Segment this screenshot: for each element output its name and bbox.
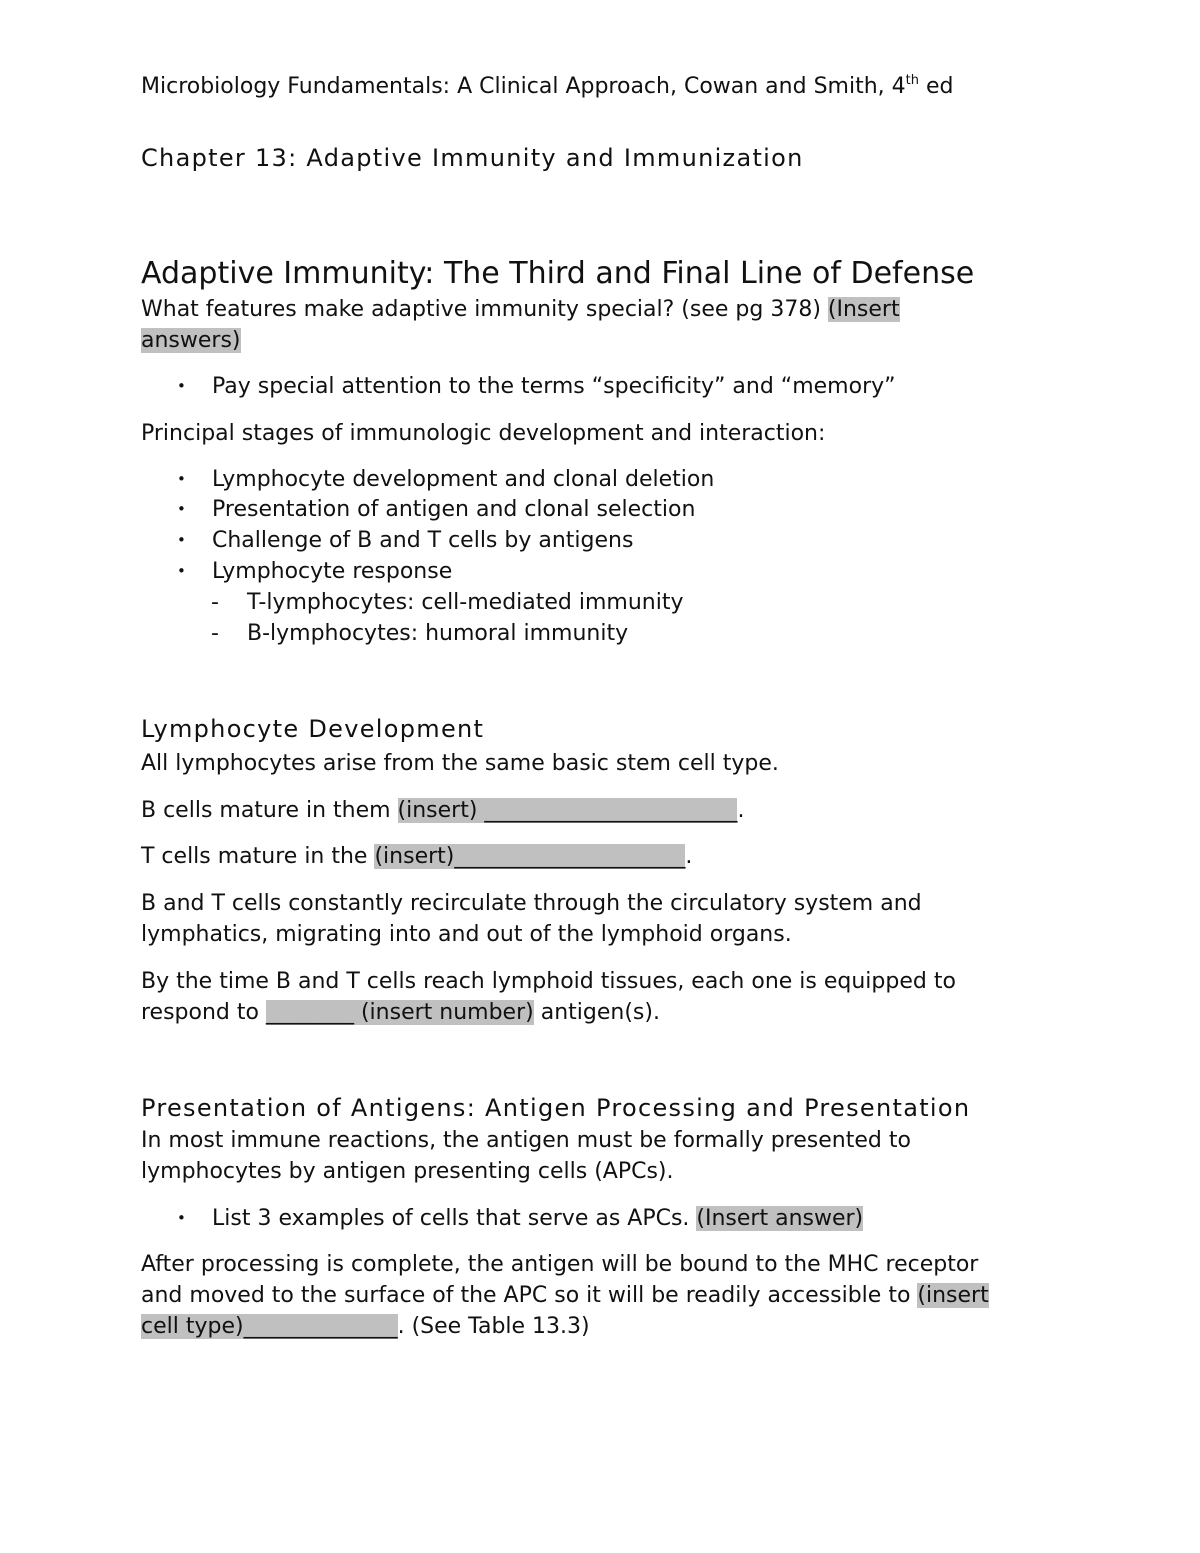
t-cells-text: T cells mature in the — [141, 844, 375, 869]
paragraph: All lymphocytes arise from the same basic stem cell type. — [141, 751, 779, 776]
bullet-icon: • — [177, 500, 186, 518]
antigen-number-field[interactable]: ________ (insert number) — [265, 1000, 534, 1025]
question-line-2 — [141, 325, 241, 356]
chapter-title: Chapter 13: Adaptive Immunity and Immunization — [141, 144, 804, 172]
edition-suffix: ed — [918, 74, 954, 99]
period: . — [737, 798, 745, 823]
bullet-icon: • — [177, 562, 186, 580]
book-title: Microbiology Fundamentals: A Clinical Approach, Cowan and Smith, 4 — [141, 74, 906, 99]
section-heading-adaptive-immunity: Adaptive Immunity: The Third and Final Line of Defense — [141, 256, 975, 291]
antigen-number-line — [141, 997, 660, 1028]
sub-stage-item: T-lymphocytes: cell-mediated immunity — [247, 590, 684, 615]
book-header — [141, 71, 953, 102]
respond-text: respond to — [141, 1000, 266, 1025]
period: . — [685, 844, 693, 869]
section-heading-lymphocyte-development: Lymphocyte Development — [141, 715, 485, 743]
answer-placeholder[interactable]: (Insert — [827, 297, 900, 322]
b-cells-answer-field[interactable]: (insert) _______________________ — [397, 798, 738, 823]
bullet-icon: • — [177, 1209, 186, 1227]
dash-icon: - — [211, 621, 219, 646]
b-cells-text: B cells mature in them — [141, 798, 398, 823]
bullet-icon: • — [177, 470, 186, 488]
bullet-note: Pay special attention to the terms “specificity” and “memory” — [212, 374, 896, 399]
stage-item: Challenge of B and T cells by antigens — [212, 528, 634, 553]
stages-intro: Principal stages of immunologic development and interaction: — [141, 421, 826, 446]
b-cells-line — [141, 795, 744, 826]
table-reference: . (See Table 13.3) — [397, 1314, 590, 1339]
stage-item: Lymphocyte response — [212, 559, 453, 584]
edition-superscript: th — [905, 73, 919, 88]
answer-placeholder-cont[interactable]: answers) — [141, 328, 241, 353]
cell-type-answer-field-cont[interactable]: cell type)______________ — [141, 1314, 398, 1339]
paragraph-line: lymphatics, migrating into and out of the lymphoid organs. — [141, 922, 792, 947]
apc-text: and moved to the surface of the APC so it will be readily accessible to — [141, 1283, 918, 1308]
apc-bullet — [212, 1203, 863, 1234]
cell-type-answer-field[interactable]: (insert — [917, 1283, 989, 1308]
paragraph-line — [141, 1311, 590, 1342]
stage-item: Lymphocyte development and clonal deletion — [212, 467, 715, 492]
bullet-icon: • — [177, 531, 186, 549]
paragraph-line — [141, 1280, 989, 1311]
t-cells-answer-field[interactable]: (insert)_____________________ — [374, 844, 686, 869]
question-text: What features make adaptive immunity special? (see pg 378) — [141, 297, 828, 322]
apc-answer-field[interactable]: (Insert answer) — [696, 1206, 864, 1231]
paragraph-line: In most immune reactions, the antigen must be formally presented to — [141, 1128, 911, 1153]
apc-question: List 3 examples of cells that serve as APCs. — [212, 1206, 697, 1231]
question-line-1 — [141, 294, 900, 325]
paragraph-line: After processing is complete, the antigen will be bound to the MHC receptor — [141, 1252, 979, 1277]
paragraph-line: By the time B and T cells reach lymphoid tissues, each one is equipped to — [141, 969, 956, 994]
stage-item: Presentation of antigen and clonal selection — [212, 497, 696, 522]
dash-icon: - — [211, 590, 219, 615]
sub-stage-item: B-lymphocytes: humoral immunity — [247, 621, 629, 646]
paragraph-line: B and T cells constantly recirculate through the circulatory system and — [141, 891, 922, 916]
t-cells-line — [141, 841, 692, 872]
paragraph-line: lymphocytes by antigen presenting cells (APCs). — [141, 1159, 674, 1184]
bullet-icon: • — [177, 377, 186, 395]
antigen-suffix: antigen(s). — [533, 1000, 660, 1025]
section-heading-presentation-of-antigens: Presentation of Antigens: Antigen Processing and Presentation — [141, 1094, 971, 1122]
